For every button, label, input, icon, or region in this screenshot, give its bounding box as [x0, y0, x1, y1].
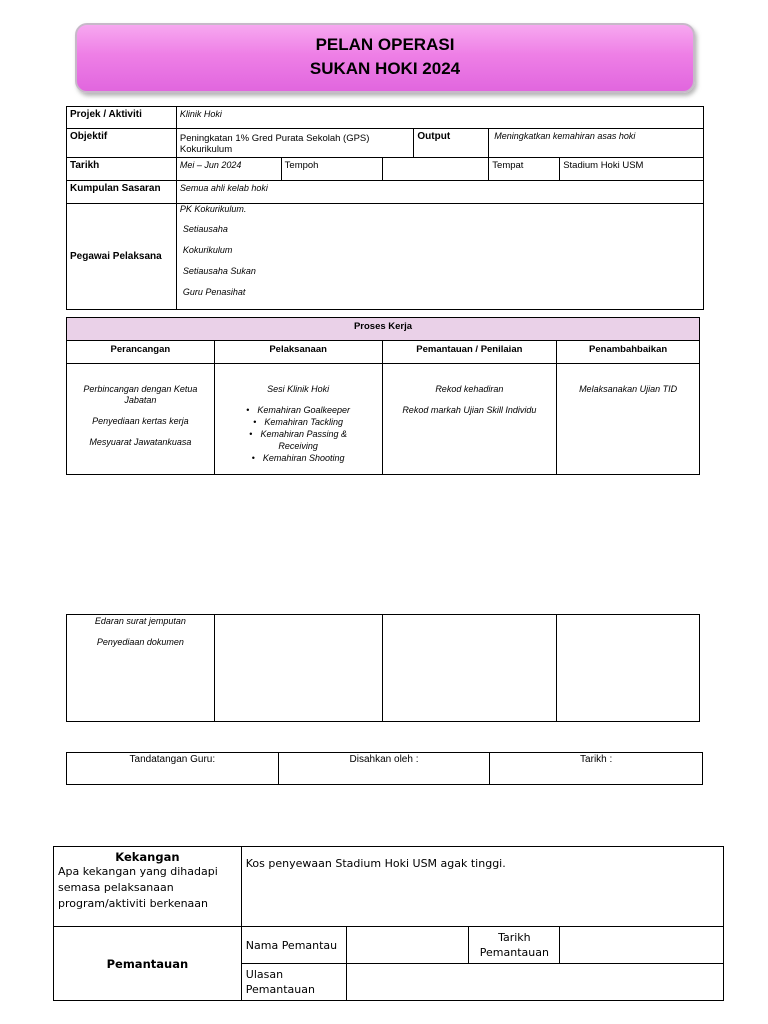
pegawai-item: Guru Penasihat: [182, 287, 246, 297]
perancangan-cell-cont: [67, 615, 215, 722]
ulasan-pemantauan-label: Ulasan Pemantauan: [241, 964, 346, 1001]
kekangan-label-cell: [54, 847, 242, 927]
nama-pemantau-field[interactable]: [346, 927, 469, 964]
list-item: Mesyuarat Jawatankuasa: [89, 437, 192, 447]
kekangan-title: Kekangan: [115, 850, 180, 864]
list-item: Melaksanakan Ujian TID: [579, 384, 678, 394]
pegawai-item: Setiausaha Sukan: [182, 266, 256, 276]
penambahbaikan-cell-cont: [557, 615, 700, 722]
sasaran-label: Kumpulan Sasaran: [67, 181, 177, 204]
pemantauan-cell-cont: [382, 615, 557, 722]
list-item: • Kemahiran Shooting: [219, 452, 378, 464]
list-item: Perbincangan dengan Ketua Jabatan: [83, 384, 198, 405]
tarikh-pemantauan-field[interactable]: [560, 927, 724, 964]
output-label: Output: [414, 129, 489, 158]
proses-kerja-table: [66, 317, 700, 475]
objektif-value: Peningkatan 1% Gred Purata Sekolah (GPS) Kokurikulum: [176, 129, 414, 158]
ulasan-pemantauan-field[interactable]: [346, 964, 723, 1001]
title-banner: [75, 23, 695, 93]
tarikh-field[interactable]: Tarikh :: [490, 753, 703, 785]
pegawai-item: Setiausaha: [182, 224, 228, 234]
kekangan-table: [53, 846, 724, 1001]
pelaksanaan-cell-cont: [214, 615, 382, 722]
penambahbaikan-cell: [557, 364, 700, 475]
project-info-table: [66, 106, 704, 310]
pegawai-label: Pegawai Pelaksana: [67, 204, 177, 310]
proses-kerja-continuation-table: [66, 614, 700, 722]
signature-table: [66, 752, 703, 785]
pelaksanaan-title: Sesi Klinik Hoki: [267, 384, 330, 394]
list-item: • Kemahiran Passing & Receiving: [219, 428, 378, 452]
pegawai-item: Kokurikulum: [182, 245, 233, 255]
list-item: Rekod markah Ujian Skill Individu: [402, 405, 537, 415]
projek-value: Klinik Hoki: [176, 107, 703, 129]
tempat-value: Stadium Hoki USM: [560, 158, 704, 181]
list-item: • Kemahiran Goalkeeper: [219, 404, 378, 416]
perancangan-cell: [67, 364, 215, 475]
tempoh-label: Tempoh: [281, 158, 382, 181]
pelaksanaan-cell: [214, 364, 382, 475]
kekangan-desc: Apa kekangan yang dihadapi semasa pelaksanaan program/aktiviti berkenaan: [58, 865, 218, 910]
pemantauan-cell: [382, 364, 557, 475]
nama-pemantau-label: Nama Pemantau: [241, 927, 346, 964]
list-item: Edaran surat jemputan: [94, 616, 186, 626]
tarikh-label: Tarikh: [67, 158, 177, 181]
projek-label: Projek / Aktiviti: [67, 107, 177, 129]
col-header-penambahbaikan: Penambahbaikan: [557, 341, 700, 364]
tempoh-value: [382, 158, 489, 181]
pegawai-list: [176, 204, 703, 310]
disahkan-oleh-field[interactable]: Disahkan oleh :: [278, 753, 490, 785]
banner-title-line2: SUKAN HOKI 2024: [309, 59, 461, 78]
objektif-label: Objektif: [67, 129, 177, 158]
proses-title: Proses Kerja: [67, 318, 700, 341]
pegawai-item: PK Kokurikulum.: [179, 204, 247, 214]
output-value: Meningkatkan kemahiran asas hoki: [489, 129, 704, 158]
tandatangan-guru-field[interactable]: Tandatangan Guru:: [67, 753, 279, 785]
list-item: Penyediaan dokumen: [96, 637, 184, 647]
col-header-pemantauan: Pemantauan / Penilaian: [382, 341, 557, 364]
tarikh-value: Mei – Jun 2024: [176, 158, 281, 181]
pelaksanaan-list: [219, 404, 378, 464]
tempat-label: Tempat: [489, 158, 560, 181]
sasaran-value: Semua ahli kelab hoki: [176, 181, 703, 204]
kekangan-value: Kos penyewaan Stadium Hoki USM agak tinggi.: [241, 847, 723, 927]
list-item: Rekod kehadiran: [435, 384, 504, 394]
banner-title-line1: PELAN OPERASI: [315, 35, 455, 54]
col-header-perancangan: Perancangan: [67, 341, 215, 364]
list-item: Penyediaan kertas kerja: [92, 416, 189, 426]
col-header-pelaksanaan: Pelaksanaan: [214, 341, 382, 364]
list-item: • Kemahiran Tackling: [219, 416, 378, 428]
pemantauan-label: Pemantauan: [54, 927, 242, 1001]
tarikh-pemantauan-label: Tarikh Pemantauan: [469, 927, 560, 964]
